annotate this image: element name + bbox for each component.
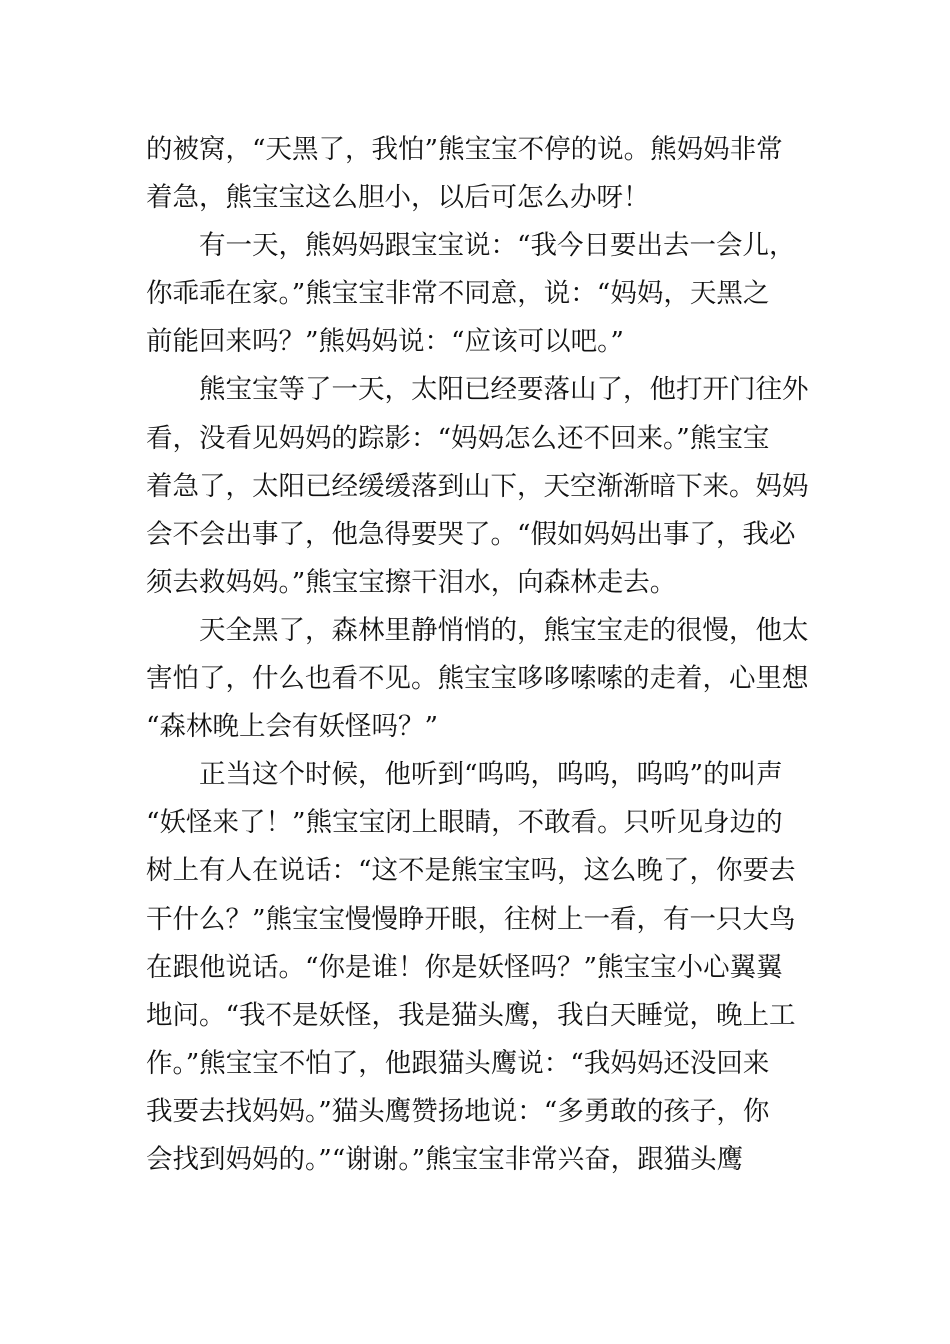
text-line: 我要去找妈妈。”猫头鹰赞扬地说：“多勇敢的孩子，你 bbox=[146, 1095, 770, 1127]
text-line: 着急了，太阳已经缓缓落到山下，天空渐渐暗下来。妈妈 bbox=[146, 470, 808, 502]
text-line: 着急，熊宝宝这么胆小，以后可怎么办呀！ bbox=[146, 182, 650, 214]
text-line: 害怕了，什么也看不见。熊宝宝哆哆嗦嗦的走着，心里想 bbox=[146, 663, 808, 695]
text-line: 作。”熊宝宝不怕了，他跟猫头鹰说：“我妈妈还没回来 bbox=[146, 1047, 770, 1079]
text-line: 前能回来吗？”熊妈妈说：“应该可以吧。” bbox=[146, 326, 624, 358]
paragraph-start-line: 正当这个时候，他听到“呜呜，呜呜，呜呜”的叫声 bbox=[199, 759, 783, 791]
paragraph-start-line: 天全黑了，森林里静悄悄的，熊宝宝走的很慢，他太 bbox=[199, 614, 808, 646]
paragraph-start-line: 熊宝宝等了一天，太阳已经要落山了，他打开门往外 bbox=[199, 374, 808, 406]
text-line: “森林晚上会有妖怪吗？” bbox=[146, 711, 439, 743]
text-line: 干什么？”熊宝宝慢慢睁开眼，往树上一看，有一只大鸟 bbox=[146, 903, 796, 935]
text-line: 的被窝，“天黑了，我怕”熊宝宝不停的说。熊妈妈非常 bbox=[146, 134, 783, 165]
text-line: 在跟他说话。“你是谁！你是妖怪吗？”熊宝宝小心翼翼 bbox=[146, 951, 783, 983]
paragraph-start-line: 有一天，熊妈妈跟宝宝说：“我今日要出去一会儿， bbox=[199, 230, 796, 262]
text-line: 须去救妈妈。”熊宝宝擦干泪水，向森林走去。 bbox=[146, 566, 677, 598]
text-line: 你乖乖在家。”熊宝宝非常不同意，说：“妈妈，天黑之 bbox=[146, 278, 770, 310]
text-line: 地问。“我不是妖怪，我是猫头鹰，我白天睡觉，晚上工 bbox=[146, 999, 796, 1031]
text-line: 树上有人在说话：“这不是熊宝宝吗，这么晚了，你要去 bbox=[146, 855, 796, 887]
text-line: 会找到妈妈的。”“谢谢。”熊宝宝非常兴奋，跟猫头鹰 bbox=[146, 1143, 744, 1175]
text-line: 看，没看见妈妈的踪影：“妈妈怎么还不回来。”熊宝宝 bbox=[146, 422, 770, 454]
text-line: 会不会出事了，他急得要哭了。“假如妈妈出事了，我必 bbox=[146, 518, 796, 550]
text-line: “妖怪来了！”熊宝宝闭上眼睛，不敢看。只听见身边的 bbox=[146, 807, 783, 839]
story-text bbox=[146, 126, 808, 1184]
